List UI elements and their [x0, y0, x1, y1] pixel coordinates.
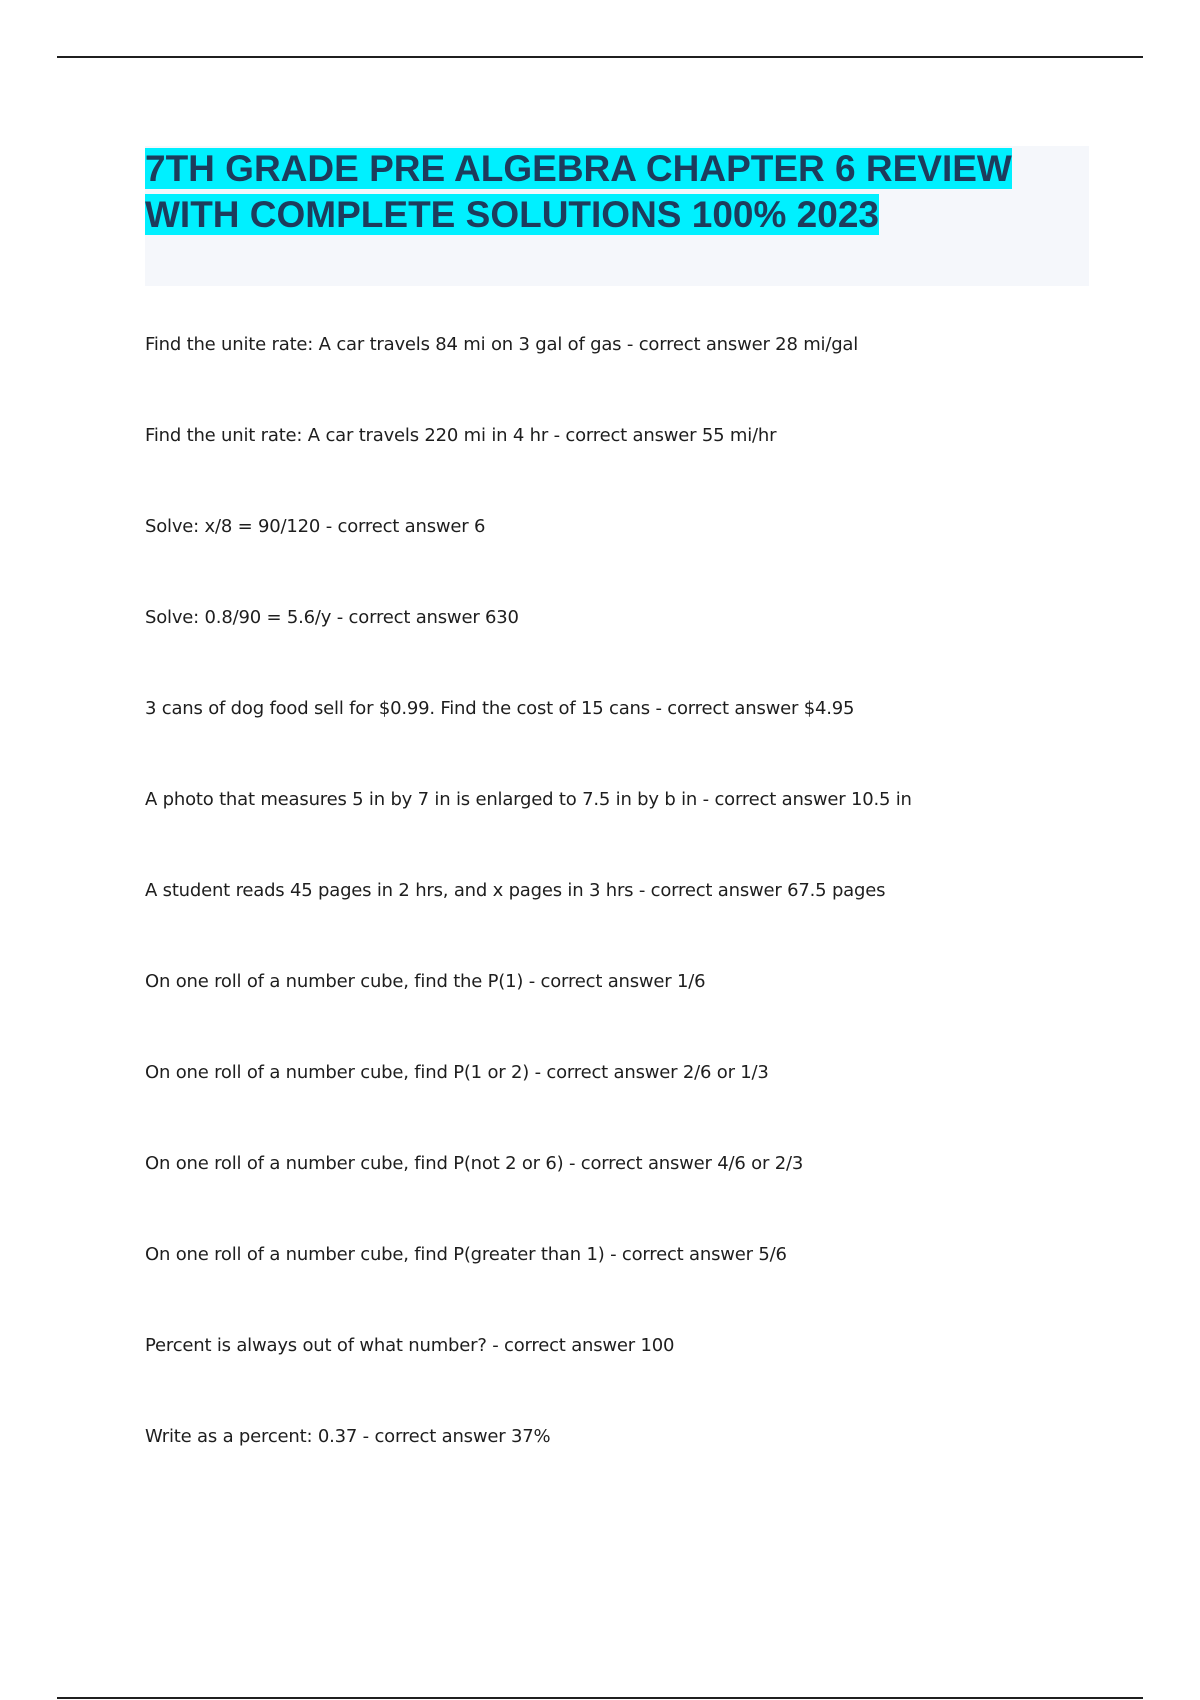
qa-item: Find the unite rate: A car travels 84 mi on 3 gal of gas - correct answer 28 mi/gal	[145, 334, 859, 355]
document-title	[145, 146, 1045, 238]
qa-item: Percent is always out of what number? - correct answer 100	[145, 1335, 675, 1356]
qa-item: Solve: x/8 = 90/120 - correct answer 6	[145, 516, 486, 537]
qa-item: Find the unit rate: A car travels 220 mi in 4 hr - correct answer 55 mi/hr	[145, 425, 777, 446]
qa-item: A photo that measures 5 in by 7 in is enlarged to 7.5 in by b in - correct answer 10.5 in	[145, 789, 912, 810]
question-answer-list	[145, 330, 1105, 1513]
qa-item: On one roll of a number cube, find P(not 2 or 6) - correct answer 4/6 or 2/3	[145, 1153, 804, 1174]
qa-item: On one roll of a number cube, find P(greater than 1) - correct answer 5/6	[145, 1244, 787, 1265]
top-divider	[57, 56, 1143, 58]
title-highlight: 7TH GRADE PRE ALGEBRA CHAPTER 6 REVIEW WITH COMPLETE SOLUTIONS 100% 2023	[145, 148, 1012, 235]
bottom-divider	[57, 1697, 1143, 1699]
qa-item: On one roll of a number cube, find the P(1) - correct answer 1/6	[145, 971, 706, 992]
qa-item: Write as a percent: 0.37 - correct answer 37%	[145, 1426, 551, 1447]
qa-item: On one roll of a number cube, find P(1 or 2) - correct answer 2/6 or 1/3	[145, 1062, 769, 1083]
qa-item: A student reads 45 pages in 2 hrs, and x pages in 3 hrs - correct answer 67.5 pages	[145, 880, 886, 901]
qa-item: Solve: 0.8/90 = 5.6/y - correct answer 630	[145, 607, 519, 628]
qa-item: 3 cans of dog food sell for $0.99. Find the cost of 15 cans - correct answer $4.95	[145, 698, 855, 719]
